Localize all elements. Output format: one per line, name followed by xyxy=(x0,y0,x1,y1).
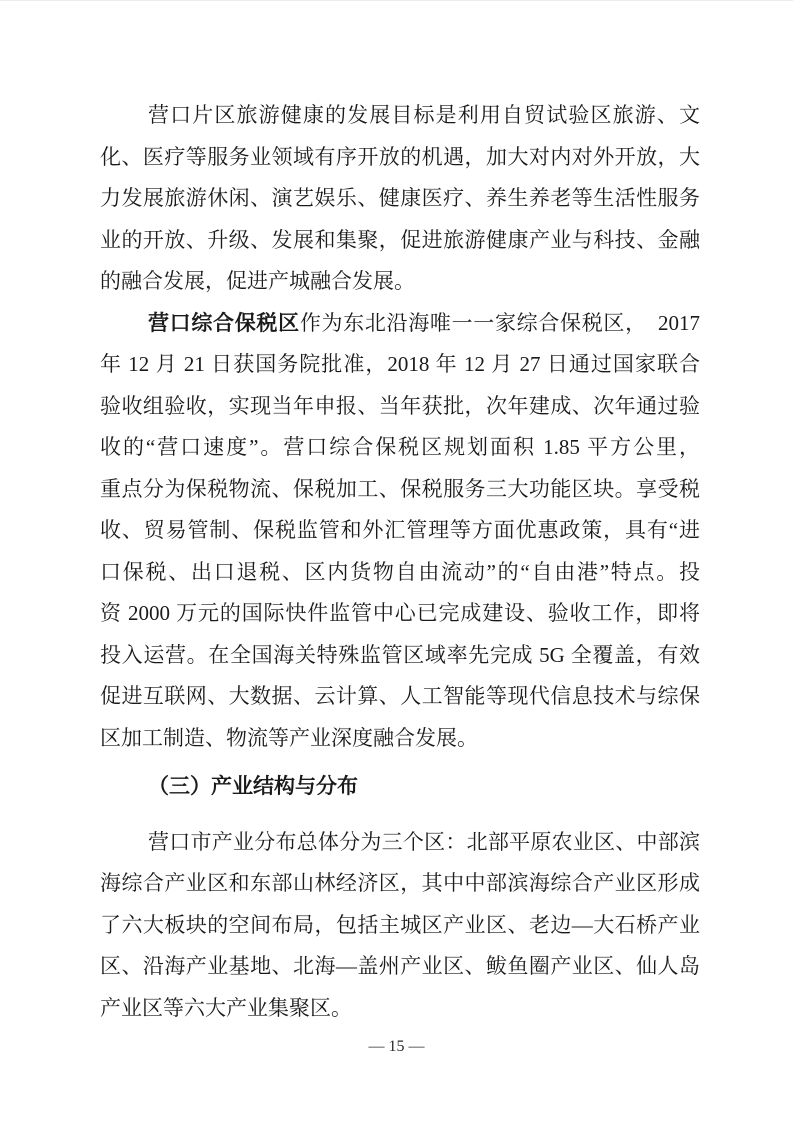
text-line: 收的“营口速度”。营口综合保税区规划面积 1.85 平方公里， xyxy=(100,435,700,459)
bold-run: 营口综合保税区 xyxy=(148,310,300,335)
section-heading-industry-structure: （三）产业结构与分布 xyxy=(148,774,358,798)
text-run: 作为东北沿海唯一一家综合保税区， 2017 xyxy=(299,310,700,335)
page-number: — 15 — xyxy=(368,1038,425,1055)
text-line xyxy=(100,303,700,345)
text-line: 促进互联网、大数据、云计算、人工智能等现代信息技术与综保 xyxy=(100,684,700,708)
text-line: 资 2000 万元的国际快件监管中心已完成建设、验收工作，即将 xyxy=(100,601,700,625)
text-line: 投入运营。在全国海关特殊监管区域率先完成 5G 全覆盖，有效 xyxy=(100,642,700,667)
text-line: 重点分为保税物流、保税加工、保税服务三大功能区块。享受税 xyxy=(100,476,700,501)
document-body xyxy=(100,95,700,1029)
text-line: 业的开放、升级、发展和集聚，促进旅游健康产业与科技、金融 xyxy=(100,227,700,252)
paragraph-tourism-health xyxy=(100,95,700,303)
paragraph-industry-distribution xyxy=(100,822,700,1030)
text-line: 了六大板块的空间布局，包括主城区产业区、老边—大石桥产业 xyxy=(100,912,700,937)
text-line: 收、贸易管制、保税监管和外汇管理等方面优惠政策，具有“进 xyxy=(100,518,700,542)
text-line: 区加工制造、物流等产业深度融合发展。 xyxy=(100,725,478,750)
text-line: 产业区等六大产业集聚区。 xyxy=(100,995,352,1020)
text-line: 区、沿海产业基地、北海—盖州产业区、鲅鱼圈产业区、仙人岛 xyxy=(100,954,700,978)
text-line: 化、医疗等服务业领域有序开放的机遇，加大对内对外开放，大 xyxy=(100,144,700,169)
text-line: 力发展旅游休闲、演艺娱乐、健康医疗、养生养老等生活性服务 xyxy=(100,186,700,210)
text-line: 的融合发展，促进产城融合发展。 xyxy=(100,269,415,293)
text-line: 口保税、出口退税、区内货物自由流动”的“自由港”特点。投 xyxy=(100,559,700,584)
paragraph-bonded-zone xyxy=(100,303,700,760)
text-line: 验收组验收，实现当年申报、当年获批，次年建成、次年通过验 xyxy=(100,393,700,418)
text-line: 年 12 月 21 日获国务院批准，2018 年 12 月 27 日通过国家联合 xyxy=(100,352,700,376)
text-line: 营口市产业分布总体分为三个区：北部平原农业区、中部滨 xyxy=(148,829,700,854)
text-line: 海综合产业区和东部山林经济区，其中中部滨海综合产业区形成 xyxy=(100,871,700,895)
text-line: 营口片区旅游健康的发展目标是利用自贸试验区旅游、文 xyxy=(148,103,700,127)
